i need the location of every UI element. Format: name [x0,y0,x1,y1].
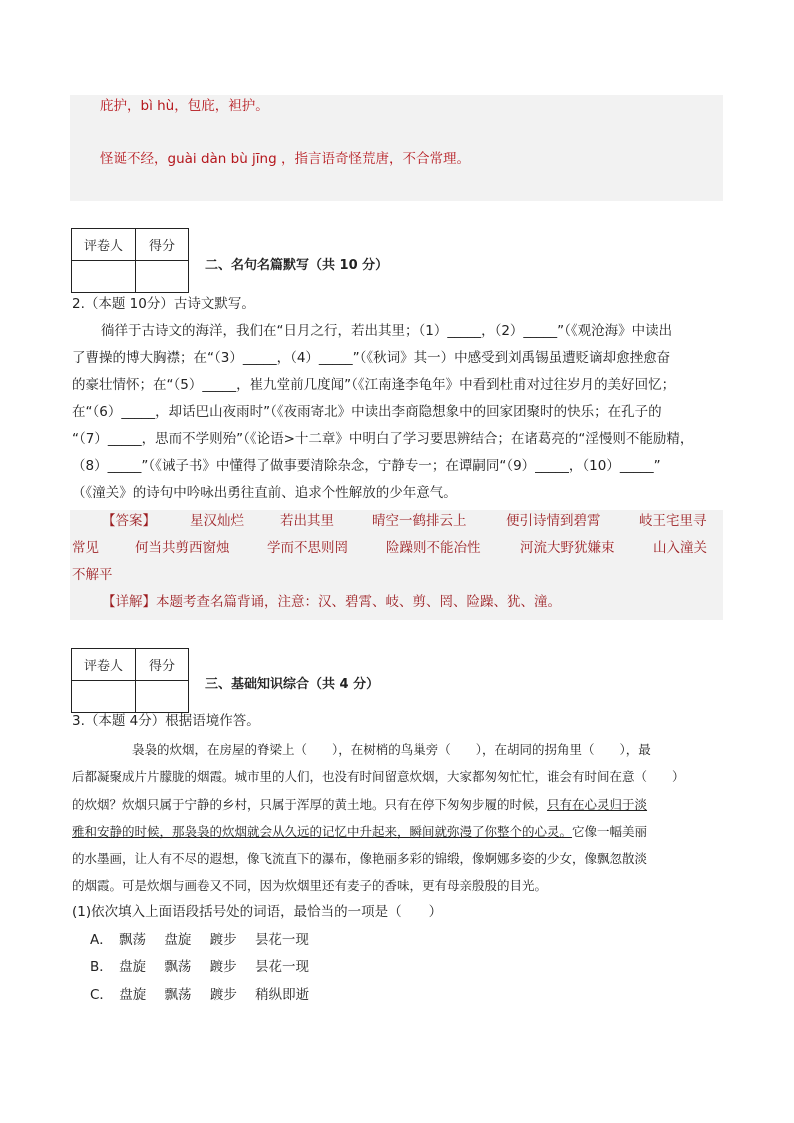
grader-header: 评卷人 [72,649,136,681]
answer-item: 晴空一鹤排云上 [372,513,467,529]
answer-detail: 【详解】本题考查名篇背诵，注意：汉、碧霄、岐、剪、罔、险躁、犹、潼。 [102,594,561,610]
passage-line: 袅袅的炊烟，在房屋的脊梁上（ ），在树梢的鸟巢旁（ ），在胡同的拐角里（ ），最 [132,742,651,757]
passage-line: 的烟霞。可是炊烟与画卷又不同，因为炊烟里还有麦子的香味，更有母亲殷殷的目光。 [72,878,548,893]
answer-line: 怪诞不经，guài dàn bù jīng ，指言语奇怪荒唐，不合常理。 [100,151,470,167]
question-body: “（7）_____，思而不学则殆”（《论语>十二章》中明白了学习要思辨结合；在诸葛亮的“淫慢则不能励精， [72,431,694,447]
underlined-text: 雅和安静的时候，那袅袅的炊烟就会从久远的记忆中升起来，瞬间就弥漫了你整个的心灵。 [72,824,573,839]
option-b[interactable]: B． 盘旋 飘荡 踱步 昙花一现 [90,959,309,975]
answer-item: 岐王宅里寻 [639,513,707,529]
answer-label: 【答案】 [102,513,156,529]
option-c[interactable]: C． 盘旋 飘荡 踱步 稍纵即逝 [90,987,310,1003]
answer-box-section2 [70,510,723,620]
passage-line: 后都凝聚成片片朦胧的烟霞。城市里的人们，也没有时间留意炊烟，大家都匆匆忙忙，谁会有时间在意（ ） [72,769,685,784]
score-table [71,648,189,713]
grader-header: 评卷人 [72,229,136,261]
answer-item: 险躁则不能冶性 [386,540,481,556]
question-body: 在“（6）_____，却话巴山夜雨时”（《夜雨寄北》中读出李商隐想象中的回家团聚时的快乐；在孔子的 [72,404,662,420]
answer-item: 河流大野犹嫌束 [520,540,615,556]
answer-line: 庇护，bì hù，包庇，袒护。 [100,98,269,114]
question-header: 2.（本题 10分）古诗文默写。 [72,296,255,312]
grader-cell[interactable] [72,261,136,293]
passage-text: 它像一幅美丽 [572,824,648,839]
option-key: B． [90,959,113,975]
sub-question: (1)依次填入上面语段括号处的词语，最恰当的一项是（ ） [72,904,443,920]
underlined-text: 只有在心灵归于淡 [547,797,648,812]
score-header: 得分 [136,229,189,261]
answer-item: 不解平 [72,567,113,583]
answer-item: 若出其里 [280,513,334,529]
grader-cell[interactable] [72,681,136,713]
option-key: A． [90,932,113,948]
section-title: 三、基础知识综合（共 4 分） [205,677,380,692]
question-header: 3.（本题 4分）根据语境作答。 [72,713,260,729]
question-body: 的豪壮情怀；在“（5）_____，崔九堂前几度闻”（《江南逢李龟年》中看到杜甫对过往岁月的美好回忆； [72,377,676,393]
option-a[interactable]: A． 飘荡 盘旋 踱步 昙花一现 [90,932,309,948]
score-cell[interactable] [136,681,189,713]
answer-box-top [70,95,723,201]
passage-line [72,796,647,814]
question-body: 了曹操的博大胸襟；在“（3）_____，（4）_____”（《秋词》其一）中感受到刘禹锡虽遭贬谪却愈挫愈奋 [72,350,671,366]
answer-item: 山入潼关 [653,540,707,556]
option-key: C． [90,987,113,1003]
passage-text: 的炊烟？炊烟只属于宁静的乡村，只属于浑厚的黄土地。只有在停下匆匆步履的时候， [72,797,548,812]
score-cell[interactable] [136,261,189,293]
answer-item: 常见 [72,540,99,556]
section-title: 二、名句名篇默写（共 10 分） [205,258,389,273]
answer-item: 学而不思则罔 [267,540,348,556]
question-body: （8）_____”（《诫子书》中懂得了做事要清除杂念，宁静专一；在谭嗣同“（9）_____，（10）_____” [72,458,661,474]
passage-line [72,823,647,841]
answer-item: 星汉灿烂 [190,513,244,529]
score-header: 得分 [136,649,189,681]
question-body: （《潼关》的诗句中吟咏出勇往直前、追求个性解放的少年意气。 [72,485,457,501]
answer-item: 何当共剪西窗烛 [135,540,230,556]
score-table [71,228,189,293]
answer-item: 便引诗情到碧霄 [506,513,601,529]
question-body: 徜徉于古诗文的海洋，我们在“日月之行，若出其里；（1）_____，（2）_____”（《观沧海》中读出 [101,323,673,339]
passage-line: 的水墨画，让人有不尽的遐想，像飞流直下的瀑布，像艳丽多彩的锦缎，像婀娜多姿的少女，像飘忽散淡 [72,851,648,866]
